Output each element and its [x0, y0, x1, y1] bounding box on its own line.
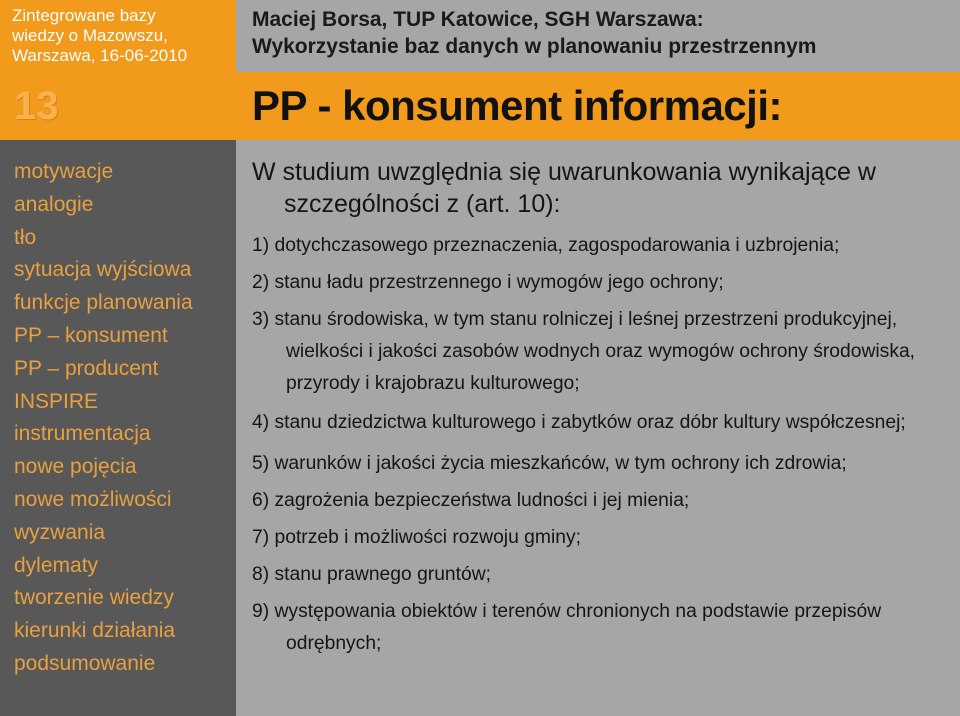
list-item: 5) warunków i jakości życia mieszkańców, w tym ochrony ich zdrowia;	[252, 453, 847, 474]
sidebar-header	[0, 0, 236, 72]
intro-text: W studium uwzględnia się uwarunkowania wynikające w szczególności z (art. 10):	[252, 158, 876, 218]
slide-content	[252, 156, 952, 665]
nav-item-tlo[interactable]: tło	[14, 225, 37, 249]
nav-item-funkcje-planowania[interactable]: funkcje planowania	[14, 291, 193, 315]
title-band	[236, 72, 960, 140]
event-line: Warszawa, 16-06-2010	[12, 46, 188, 65]
list-item: 3) stanu środowiska, w tym stanu rolniczej i leśnej przestrzeni produkcyjnej, wielkości i jakości zasobów wodnych oraz wymogów ochrony środowiska, przyrody i krajobrazu kulturowego;	[252, 309, 916, 394]
nav-item-sytuacja-wyjsciowa[interactable]: sytuacja wyjściowa	[14, 258, 192, 282]
nav-item-instrumentacja[interactable]: instrumentacja	[14, 422, 151, 446]
header-line: Maciej Borsa, TUP Katowice, SGH Warszawa:	[252, 8, 704, 31]
slide-number-band	[0, 72, 236, 140]
event-info	[12, 6, 232, 66]
nav-item-tworzenie-wiedzy[interactable]: tworzenie wiedzy	[14, 586, 174, 610]
author-and-talk-title	[252, 6, 952, 60]
event-line: Zintegrowane bazy	[12, 6, 156, 25]
nav-item-wyzwania[interactable]: wyzwania	[14, 520, 106, 544]
list-item: 6) zagrożenia bezpieczeństwa ludności i jej mienia;	[252, 490, 690, 511]
nav-item-dylematy[interactable]: dylematy	[14, 553, 99, 577]
topic-nav	[14, 156, 232, 681]
list-item: 8) stanu prawnego gruntów;	[252, 564, 492, 585]
page-title: PP - konsument informacji:	[252, 82, 782, 129]
sidebar	[0, 0, 236, 716]
nav-item-pp-konsument[interactable]: PP – konsument	[14, 323, 168, 347]
list-item: 2) stanu ładu przestrzennego i wymogów jego ochrony;	[252, 272, 724, 293]
slide-header	[236, 0, 960, 72]
list-item: 4) stanu dziedzictwa kulturowego i zabytków oraz dóbr kultury współczesnej;	[252, 412, 906, 433]
header-line: Wykorzystanie baz danych w planowaniu przestrzennym	[252, 35, 817, 58]
nav-item-nowe-mozliwosci[interactable]: nowe możliwości	[14, 487, 172, 511]
nav-item-kierunki-dzialania[interactable]: kierunki działania	[14, 619, 176, 643]
nav-item-nowe-pojecia[interactable]: nowe pojęcia	[14, 455, 137, 479]
slide-main	[236, 0, 960, 716]
slide-number: 13	[14, 84, 59, 128]
list-item: 9) występowania obiektów i terenów chronionych na podstawie przepisów odrębnych;	[252, 601, 882, 654]
list-item: 1) dotychczasowego przeznaczenia, zagospodarowania i uzbrojenia;	[252, 235, 840, 256]
nav-item-analogie[interactable]: analogie	[14, 192, 94, 216]
nav-item-inspire[interactable]: INSPIRE	[14, 389, 99, 413]
conditions-list	[252, 230, 952, 660]
nav-item-podsumowanie[interactable]: podsumowanie	[14, 651, 156, 675]
nav-item-motywacje[interactable]: motywacje	[14, 160, 114, 183]
nav-item-pp-producent[interactable]: PP – producent	[14, 356, 159, 380]
event-line: wiedzy o Mazowszu,	[12, 26, 168, 45]
list-item: 7) potrzeb i możliwości rozwoju gminy;	[252, 527, 581, 548]
